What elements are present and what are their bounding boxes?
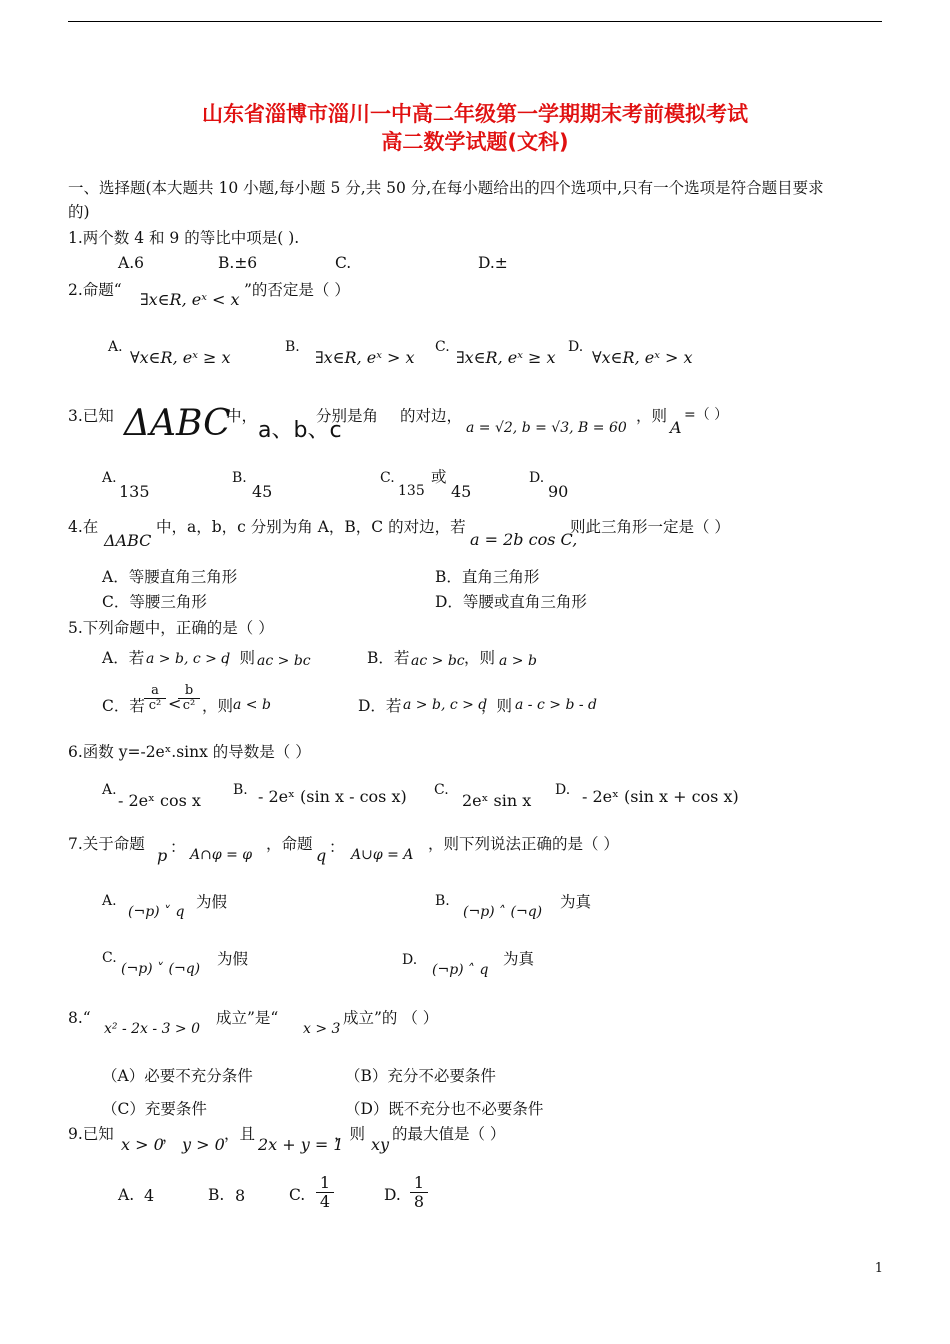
- q5-option-b-then: ，则: [464, 649, 496, 667]
- q3-option-c-value1: 135: [398, 483, 425, 499]
- q7-option-b-math: (¬p) ˄ (¬q): [463, 904, 543, 920]
- q8-mid: 成立”是“: [216, 1009, 279, 1027]
- q2-option-a-math: ∀x∈R, eˣ ≥ x: [130, 348, 231, 367]
- q1-option-c: C.: [335, 254, 352, 272]
- q7-option-c-label: C.: [102, 950, 117, 966]
- q9-math2: y > 0: [182, 1135, 225, 1154]
- q8-math2: x > 3: [303, 1021, 341, 1037]
- q9-option-d-num: 1: [410, 1174, 428, 1193]
- section-intro: 一、选择题(本大题共 10 小题,每小题 5 分,共 50 分,在每小题给出的四个选项中,只有一个选项是符合题目要求: [68, 179, 824, 197]
- q9-option-b-label: B.: [208, 1186, 225, 1204]
- q5-option-d-label: D．若: [358, 697, 402, 715]
- q5-option-a-label: A．若: [102, 649, 145, 667]
- q3-condition: a = √2, b = √3, B = 60: [466, 420, 627, 436]
- q5-option-c-frac2-den: c²: [182, 698, 196, 714]
- q8-stem: 8.“: [68, 1009, 91, 1027]
- q8-option-d: （D）既不充分也不必要条件: [345, 1100, 544, 1118]
- q7-p-math: A∩φ = φ: [190, 847, 253, 863]
- q7-option-b-end: 为真: [560, 893, 592, 911]
- q7-option-d-label: D.: [402, 952, 418, 968]
- q3-stem: 3.已知: [68, 407, 114, 425]
- q6-option-c-math: 2eˣ sin x: [462, 791, 532, 810]
- q3-sides: a、b、c: [258, 418, 342, 443]
- q7-option-b-label: B.: [435, 893, 450, 909]
- page-number: 1: [874, 1261, 883, 1276]
- q1-stem: 1.两个数 4 和 9 的等比中项是( ).: [68, 229, 300, 247]
- q6-option-c-label: C.: [434, 782, 449, 798]
- q5-option-a-cond: a > b, c > d: [146, 651, 231, 667]
- q7-option-d-math: (¬p) ˄ q: [432, 962, 489, 978]
- q5-option-c-frac1-num: a: [144, 684, 166, 699]
- q1-option-b: B.±6: [218, 254, 258, 272]
- q3-option-a-value: 135: [119, 482, 150, 501]
- q2-option-a-label: A.: [108, 339, 123, 355]
- q5-option-b-concl: a > b: [499, 653, 537, 669]
- q3-text3: 的对边，: [400, 407, 463, 425]
- q2-option-c-label: C.: [435, 339, 450, 355]
- q3-option-b-value: 45: [252, 482, 273, 501]
- q3-option-c-or: 或: [431, 468, 447, 486]
- q6-option-b-label: B.: [233, 782, 248, 798]
- q6-option-a-label: A.: [102, 782, 117, 798]
- q5-option-b-cond: ac > bc: [411, 653, 465, 669]
- q7-stem: 7.关于命题: [68, 835, 145, 853]
- q4-option-b: B．直角三角形: [435, 568, 540, 586]
- q7-colon1: ：: [170, 838, 186, 856]
- q2-option-b-label: B.: [285, 339, 300, 355]
- q7-option-c-math: (¬p) ˅ (¬q): [121, 961, 201, 977]
- q9-math1: x > 0: [121, 1135, 164, 1154]
- q3-text2: 分别是角: [316, 407, 379, 425]
- q6-option-b-math: - 2eˣ (sin x - cos x): [258, 787, 407, 806]
- q2-stem: 2.命题“: [68, 281, 122, 299]
- q3-option-d-label: D.: [529, 470, 545, 486]
- q4-option-a: A．等腰直角三角形: [102, 568, 238, 586]
- q8-option-a: （A）必要不充分条件: [102, 1067, 253, 1085]
- q6-option-d-math: - 2eˣ (sin x + cos x): [582, 787, 739, 806]
- q9-end: 的最大值是（ ）: [392, 1125, 506, 1143]
- q3-option-c-value2: 45: [451, 482, 472, 501]
- q9-option-c-den: 4: [319, 1191, 331, 1211]
- q3-option-a-label: A.: [102, 470, 117, 486]
- q5-option-c-label: C．若: [102, 697, 145, 715]
- q7-option-a-math: (¬p) ˅ q: [128, 904, 185, 920]
- q9-option-c-fraction: [316, 1174, 334, 1210]
- q9-mid: ，且: [224, 1125, 256, 1143]
- q7-q-math: A∪φ = A: [351, 847, 414, 863]
- q4-text: 中，a，b，c 分别为角 A，B，C 的对边，若: [156, 518, 466, 536]
- q3-angle-a: A: [670, 418, 682, 437]
- exam-title: 山东省淄博市淄川一中高二年级第一学期期末考前模拟考试: [202, 102, 748, 126]
- section-intro-cont: 的): [68, 203, 90, 221]
- q9-option-d-fraction: [410, 1174, 428, 1210]
- q8-option-b: （B）充分不必要条件: [345, 1067, 496, 1085]
- q2-option-d-label: D.: [568, 339, 584, 355]
- q9-option-c-label: C.: [289, 1186, 306, 1204]
- q3-eq: =（ ）: [684, 407, 729, 423]
- q2-option-d-math: ∀x∈R, eˣ > x: [592, 348, 693, 367]
- q3-option-c-label: C.: [380, 470, 395, 486]
- q9-option-d-label: D.: [384, 1186, 401, 1204]
- q2-stem-end: ”的否定是（ ）: [244, 281, 350, 299]
- q9-math4: xy: [371, 1135, 390, 1154]
- q7-colon2: ：: [329, 838, 345, 856]
- q3-text1: 中，: [226, 407, 258, 425]
- q4-option-c: C．等腰三角形: [102, 593, 207, 611]
- q1-option-a: A.6: [118, 254, 144, 272]
- q9-option-c-num: 1: [316, 1174, 334, 1193]
- q7-q: q: [316, 846, 327, 865]
- q5-option-c-frac2-num: b: [178, 684, 200, 699]
- q9-stem: 9.已知: [68, 1125, 114, 1143]
- q3-triangle: ΔABC: [124, 403, 231, 444]
- q2-stem-math: ∃x∈R, eˣ < x: [140, 290, 240, 309]
- q5-option-c-lt: <: [168, 694, 182, 713]
- q2-option-c-math: ∃x∈R, eˣ ≥ x: [456, 348, 556, 367]
- q5-stem: 5.下列命题中，正确的是（ ）: [68, 619, 274, 637]
- q7-end: ，则下列说法正确的是（ ）: [428, 835, 619, 853]
- exam-subtitle: 高二数学试题(文科): [381, 130, 569, 154]
- q8-math1: x² - 2x - 3 > 0: [104, 1021, 201, 1037]
- header-rule: [68, 21, 882, 22]
- q7-p: p: [157, 846, 168, 865]
- q2-option-b-math: ∃x∈R, eˣ > x: [315, 348, 415, 367]
- q5-option-c-then: ，则: [202, 697, 234, 715]
- q9-sep: ，: [162, 1127, 178, 1145]
- q9-option-b-value: 8: [235, 1186, 246, 1205]
- q8-option-c: （C）充要条件: [102, 1100, 207, 1118]
- q5-option-c-frac1-den: c²: [148, 698, 162, 714]
- q5-option-c-frac1: [144, 684, 166, 714]
- q7-option-a-end: 为假: [196, 893, 228, 911]
- q4-triangle: ΔABC: [104, 531, 152, 550]
- q6-option-d-label: D.: [555, 782, 571, 798]
- q7-mid: ，命题: [266, 835, 313, 853]
- q5-option-d-cond: a > b, c > d: [403, 697, 488, 713]
- q7-option-c-end: 为假: [217, 950, 249, 968]
- q9-option-a-value: 4: [144, 1186, 155, 1205]
- q4-stem: 4.在: [68, 518, 99, 536]
- q9-then: ，则: [334, 1125, 366, 1143]
- q4-condition: a = 2b cos C,: [470, 530, 578, 549]
- q5-option-a-then: ，则: [224, 649, 256, 667]
- q3-option-b-label: B.: [232, 470, 247, 486]
- q5-option-c-frac2: [178, 684, 200, 714]
- q4-end: 则此三角形一定是（ ）: [570, 518, 730, 536]
- q3-then: ，则: [636, 407, 668, 425]
- q7-option-d-end: 为真: [503, 950, 535, 968]
- q9-option-a-label: A.: [118, 1186, 135, 1204]
- q9-math3: 2x + y = 1: [258, 1135, 344, 1154]
- q8-end: 成立”的 （ ）: [343, 1009, 439, 1027]
- q5-option-a-concl: ac > bc: [257, 653, 311, 669]
- q5-option-d-concl: a - c > b - d: [515, 697, 598, 713]
- q9-option-d-den: 8: [413, 1191, 425, 1211]
- q5-option-d-then: ，则: [481, 697, 513, 715]
- q6-stem: 6.函数 y=-2eˣ.sinx 的导数是（ ）: [68, 743, 311, 761]
- q7-option-a-label: A.: [102, 893, 117, 909]
- q3-option-d-value: 90: [548, 482, 569, 501]
- q1-option-d: D.±: [478, 254, 508, 272]
- q6-option-a-math: - 2eˣ cos x: [118, 791, 201, 810]
- q5-option-c-concl: a < b: [233, 697, 271, 713]
- q4-option-d: D．等腰或直角三角形: [435, 593, 587, 611]
- q5-option-b-label: B．若: [367, 649, 410, 667]
